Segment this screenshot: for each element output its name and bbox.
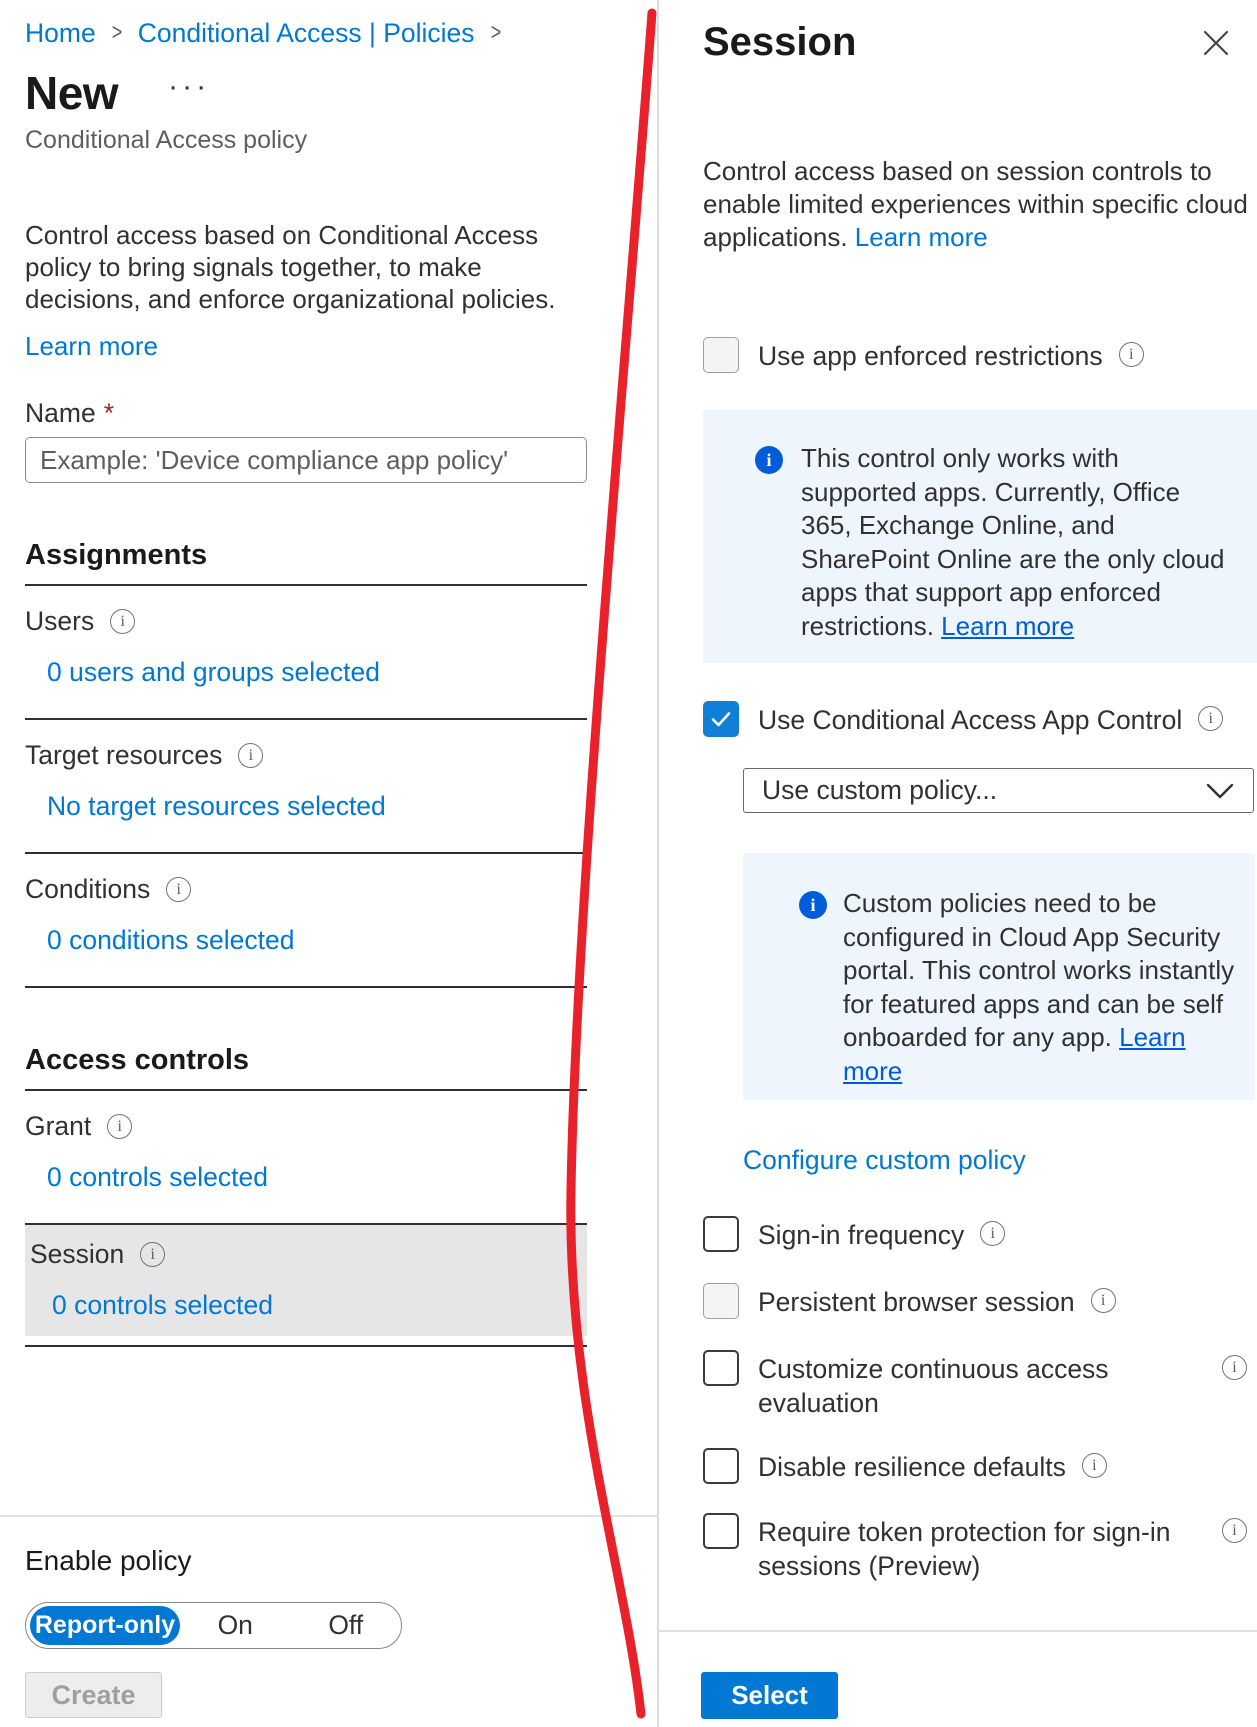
resilience-defaults-checkbox[interactable] xyxy=(703,1448,739,1484)
chevron-right-icon: > xyxy=(490,19,501,46)
app-control-label: Use Conditional Access App Control xyxy=(758,705,1183,735)
required-asterisk: * xyxy=(103,398,115,428)
custom-policy-infobox: i Custom policies need to be configured in Cloud App Security portal. This control works instantly for featured apps and can be self onboarded for any app. Learn more xyxy=(743,853,1255,1100)
select-button[interactable]: Select xyxy=(701,1672,838,1719)
app-enforced-restrictions-checkbox[interactable] xyxy=(703,337,739,373)
page-subtitle: Conditional Access policy xyxy=(25,126,308,154)
conditions-row xyxy=(25,854,587,988)
target-resources-label: Target resources xyxy=(25,740,223,770)
persistent-browser-checkbox[interactable] xyxy=(703,1283,739,1319)
session-row-selected[interactable] xyxy=(25,1225,587,1336)
grant-row xyxy=(25,1091,587,1225)
sign-in-frequency-row xyxy=(703,1216,1257,1252)
policy-dropdown-value: Use custom policy... xyxy=(762,775,998,805)
toggle-on[interactable]: On xyxy=(217,1610,253,1640)
more-options-icon[interactable]: ··· xyxy=(168,70,211,103)
persistent-browser-row xyxy=(703,1283,1257,1319)
info-icon[interactable]: i xyxy=(1222,1518,1247,1543)
intro-text: Control access based on Conditional Access policy to bring signals together, to make decisions, and enforce organizational policies. xyxy=(25,220,556,314)
section-header-access-controls: Access controls xyxy=(25,1044,587,1091)
token-protection-checkbox[interactable] xyxy=(703,1513,739,1549)
enable-policy-toggle xyxy=(25,1602,402,1649)
info-icon[interactable]: i xyxy=(110,609,135,634)
info-icon[interactable]: i xyxy=(1082,1453,1107,1478)
breadcrumb-home-link[interactable]: Home xyxy=(25,17,96,48)
sign-in-frequency-label: Sign-in frequency xyxy=(758,1220,965,1250)
conditions-selected-link[interactable]: 0 conditions selected xyxy=(47,925,295,955)
sign-in-frequency-checkbox[interactable] xyxy=(703,1216,739,1252)
section-header-assignments: Assignments xyxy=(25,539,587,586)
divider xyxy=(25,1336,587,1347)
token-protection-row xyxy=(703,1513,1257,1583)
infobox-learn-more-link[interactable]: Learn more xyxy=(941,610,1075,641)
breadcrumb xyxy=(25,0,587,48)
info-icon[interactable]: i xyxy=(140,1242,165,1267)
session-label: Session xyxy=(30,1239,125,1269)
token-protection-label: Require token protection for sign-in sessions (Preview) xyxy=(758,1517,1171,1581)
info-icon[interactable]: i xyxy=(238,743,263,768)
divider xyxy=(0,1515,657,1517)
intro-learn-more-link[interactable]: Learn more xyxy=(25,331,158,361)
users-selected-link[interactable]: 0 users and groups selected xyxy=(47,657,380,687)
session-controls-link[interactable]: 0 controls selected xyxy=(52,1290,273,1320)
continuous-access-row xyxy=(703,1350,1257,1420)
users-row xyxy=(25,586,587,720)
panel-title: Session xyxy=(703,20,857,64)
enable-policy-label: Enable policy xyxy=(25,1545,192,1576)
info-icon[interactable]: i xyxy=(980,1221,1005,1246)
close-icon[interactable] xyxy=(1199,26,1233,60)
policy-name-input[interactable] xyxy=(25,437,587,483)
infobox-learn-more-link[interactable]: Learn more xyxy=(843,1022,1186,1086)
continuous-access-label: Customize continuous access evaluation xyxy=(758,1354,1109,1418)
chevron-down-icon xyxy=(1205,782,1235,800)
conditions-label: Conditions xyxy=(25,874,151,904)
info-icon[interactable]: i xyxy=(1222,1355,1247,1380)
info-filled-icon: i xyxy=(755,446,783,474)
resilience-defaults-label: Disable resilience defaults xyxy=(758,1452,1066,1482)
grant-controls-link[interactable]: 0 controls selected xyxy=(47,1162,268,1192)
app-enforced-restrictions-label: Use app enforced restrictions xyxy=(758,341,1103,371)
session-panel xyxy=(657,0,1257,1727)
info-icon[interactable]: i xyxy=(107,1114,132,1139)
info-filled-icon: i xyxy=(799,891,827,919)
grant-label: Grant xyxy=(25,1111,92,1141)
checkmark-icon xyxy=(709,707,733,731)
chevron-right-icon: > xyxy=(111,19,122,46)
resilience-defaults-row xyxy=(703,1448,1257,1484)
app-enforced-restrictions-row xyxy=(703,337,1257,373)
breadcrumb-policies-link[interactable]: Conditional Access | Policies xyxy=(137,17,475,48)
name-label: Name * xyxy=(25,398,115,428)
users-label: Users xyxy=(25,606,95,636)
info-icon[interactable]: i xyxy=(166,877,191,902)
info-icon[interactable]: i xyxy=(1119,342,1144,367)
divider xyxy=(657,1630,1257,1632)
page-title: New xyxy=(25,67,119,119)
info-icon[interactable]: i xyxy=(1198,706,1223,731)
persistent-browser-label: Persistent browser session xyxy=(758,1287,1075,1317)
continuous-access-checkbox[interactable] xyxy=(703,1350,739,1386)
policy-dropdown[interactable] xyxy=(743,768,1254,813)
app-control-checkbox[interactable] xyxy=(703,701,739,737)
target-resources-link[interactable]: No target resources selected xyxy=(47,791,386,821)
target-resources-row xyxy=(25,720,587,854)
app-control-row xyxy=(703,701,1257,737)
configure-custom-policy-link[interactable]: Configure custom policy xyxy=(743,1145,1026,1175)
toggle-report-only[interactable]: Report-only xyxy=(30,1606,180,1645)
panel-learn-more-link[interactable]: Learn more xyxy=(854,222,988,252)
create-button[interactable]: Create xyxy=(25,1672,162,1718)
toggle-off[interactable]: Off xyxy=(328,1610,364,1640)
info-icon[interactable]: i xyxy=(1091,1288,1116,1313)
app-enforced-infobox: i This control only works with supported apps. Currently, Office 365, Exchange Online, and SharePoint Online are the only cloud apps that support app enforced restrictions. Learn more xyxy=(703,410,1257,663)
panel-intro-text: Control access based on session controls to enable limited experiences within specific cloud applications. Learn more xyxy=(703,156,1248,252)
